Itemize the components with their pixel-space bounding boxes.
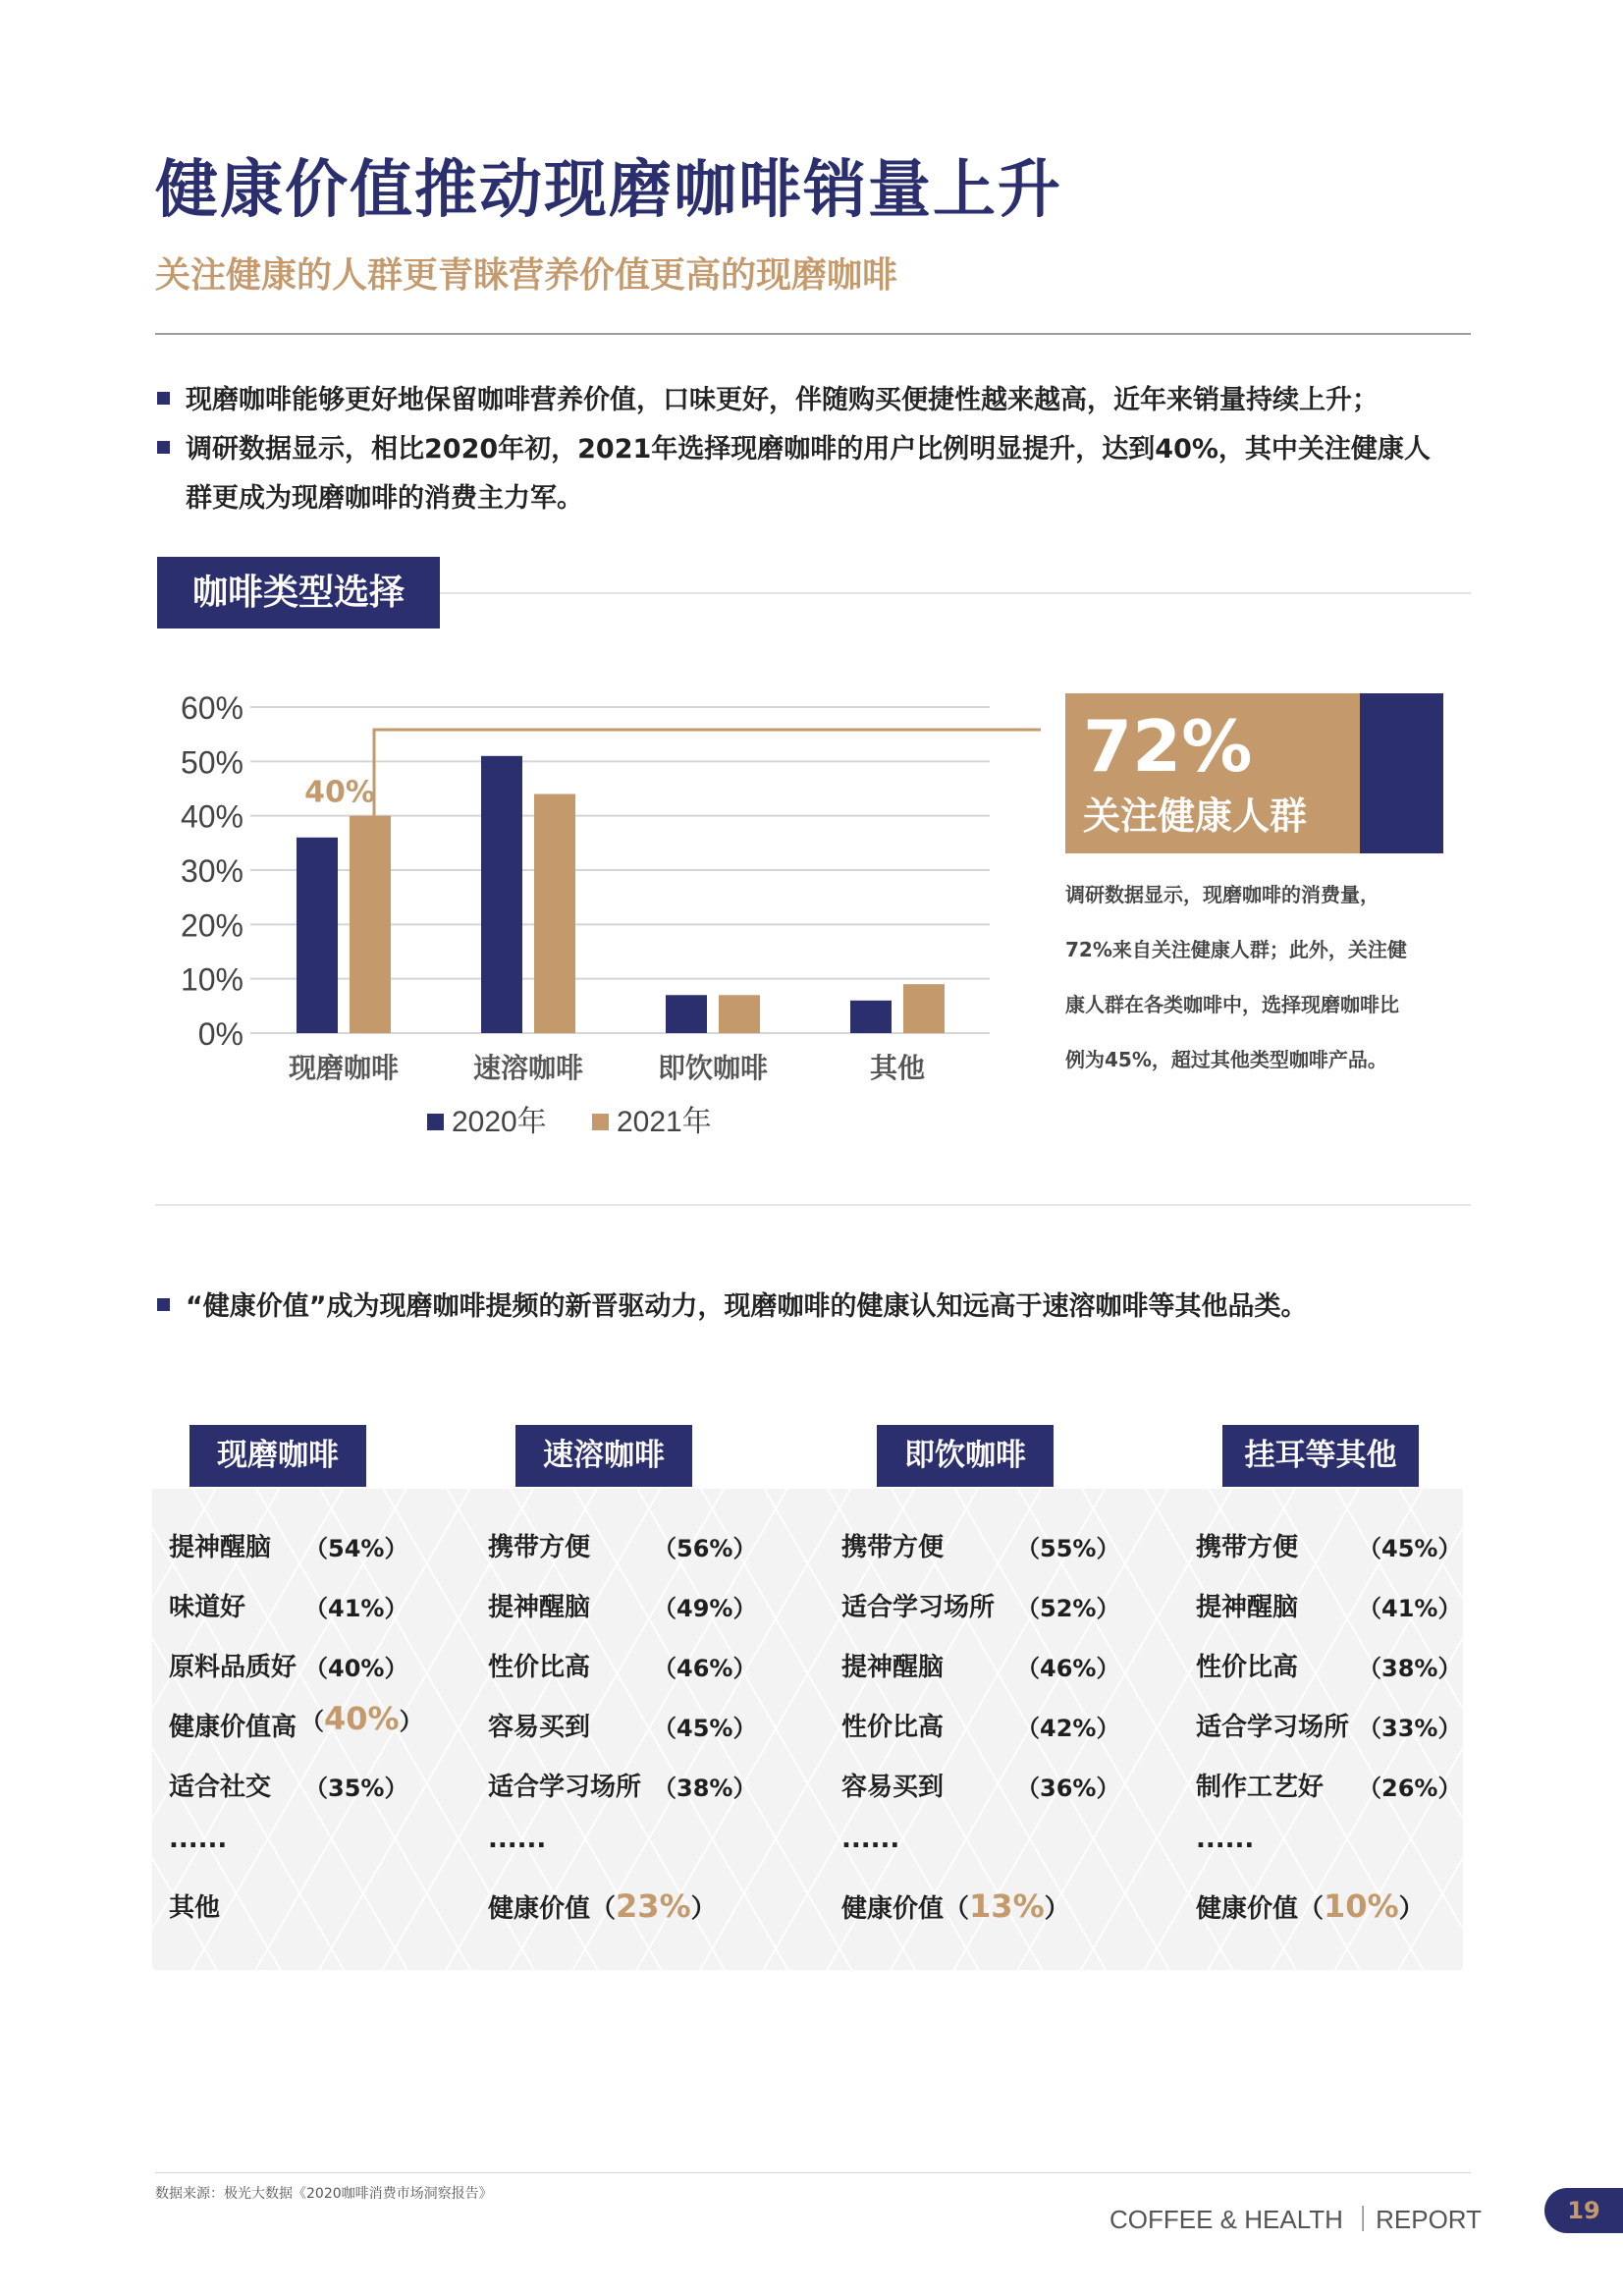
category-header: 速溶咖啡 <box>515 1425 692 1487</box>
bullet-square-icon <box>157 392 170 405</box>
callout-note-line: 康人群在各类咖啡中，选择现磨咖啡比 <box>1065 993 1399 1016</box>
reason-percentage-value: 49% <box>676 1595 733 1622</box>
x-tick-label: 速溶咖啡 <box>472 1052 584 1084</box>
reason-label: 健康价值高 <box>169 1713 298 1742</box>
bar-2020年 <box>481 756 522 1033</box>
last-reason-label: 健康价值 <box>1196 1894 1299 1924</box>
reason-percentage-value: 41% <box>328 1595 385 1622</box>
reason-percentage-value: 52% <box>1040 1595 1097 1622</box>
legend-swatch <box>427 1114 444 1130</box>
callout-label: 关注健康人群 <box>1083 794 1308 838</box>
last-reason: 健康价值（10%） <box>1196 1887 1425 1925</box>
callout-note-line: 72%来自关注健康人群；此外，关注健 <box>1065 938 1407 961</box>
reason-percentage-value: 55% <box>1040 1535 1097 1562</box>
bar-2021年 <box>719 995 760 1033</box>
reason-label: 容易买到 <box>488 1713 591 1742</box>
reason-percentage-value: 45% <box>676 1715 733 1742</box>
last-reason: 健康价值（13%） <box>841 1887 1070 1925</box>
last-reason-label: 健康价值 <box>488 1894 591 1924</box>
bar-chart <box>157 678 1041 1169</box>
bullet-1-text: 现磨咖啡能够更好地保留咖啡营养价值，口味更好，伴随购买便捷性越来越高，近年来销量持续上升； <box>186 385 1379 415</box>
reason-percentage-value: 38% <box>1381 1655 1438 1682</box>
bar-2020年 <box>666 995 707 1033</box>
bullet-2 <box>157 425 1431 474</box>
reason-label: 携带方便 <box>488 1533 591 1562</box>
callout-accent <box>1360 693 1443 853</box>
reason-label: 提神醒脑 <box>169 1533 272 1562</box>
reason-label: 提神醒脑 <box>1196 1593 1299 1622</box>
reason-percentage-value: 40% <box>324 1700 400 1737</box>
callout-percentage: 72% <box>1083 705 1253 788</box>
bullet-3 <box>157 1283 1308 1332</box>
y-tick-label: 20% <box>180 907 243 944</box>
reason-label: 味道好 <box>169 1593 246 1622</box>
reason-percentage: （38%） <box>1358 1655 1462 1682</box>
reason-percentage-value: 56% <box>676 1535 733 1562</box>
reason-percentage-value: 45% <box>1381 1535 1438 1562</box>
bar-2021年 <box>903 984 945 1033</box>
y-tick-label: 50% <box>180 744 243 781</box>
legend-swatch <box>592 1114 609 1130</box>
reason-percentage: （36%） <box>1016 1775 1120 1802</box>
bar-2021年 <box>534 794 575 1033</box>
section-tag: 咖啡类型选择 <box>157 557 440 629</box>
x-tick-label: 现磨咖啡 <box>288 1052 400 1084</box>
category-header: 现磨咖啡 <box>189 1425 366 1487</box>
last-reason-label: 其他 <box>169 1893 221 1923</box>
bar-2020年 <box>850 1001 892 1033</box>
y-tick-label: 30% <box>180 853 243 889</box>
bullet-square-icon <box>157 441 170 454</box>
ellipsis: ...... <box>169 1825 228 1854</box>
page-title: 健康价值推动现磨咖啡销量上升 <box>155 154 1062 227</box>
category-header: 挂耳等其他 <box>1222 1425 1419 1487</box>
ellipsis: ...... <box>841 1825 900 1854</box>
legend-label: 2020年 <box>452 1106 547 1138</box>
divider <box>155 1204 1471 1206</box>
divider <box>155 2172 1471 2173</box>
bullet-3-text: “健康价值”成为现磨咖啡提频的新晋驱动力，现磨咖啡的健康认知远高于速溶咖啡等其他品类。 <box>186 1291 1308 1322</box>
reason-percentage-value: 42% <box>1040 1715 1097 1742</box>
divider <box>440 592 1471 594</box>
reason-percentage-value: 54% <box>328 1535 385 1562</box>
reason-label: 制作工艺好 <box>1196 1773 1325 1802</box>
reason-percentage: （41%） <box>304 1595 408 1622</box>
y-tick-label: 60% <box>180 690 243 726</box>
reason-label: 性价比高 <box>488 1653 591 1682</box>
y-tick-label: 40% <box>180 798 243 835</box>
last-reason-label: 健康价值 <box>841 1894 945 1924</box>
reason-percentage-value: 36% <box>1040 1775 1097 1802</box>
reason-percentage: （52%） <box>1016 1595 1120 1622</box>
reason-label: 适合学习场所 <box>841 1593 996 1622</box>
legend-label: 2021年 <box>617 1106 712 1138</box>
divider <box>155 333 1471 335</box>
reason-label: 提神醒脑 <box>488 1593 591 1622</box>
y-tick-label: 0% <box>197 1016 243 1052</box>
reason-label: 适合学习场所 <box>488 1773 642 1802</box>
last-reason-percentage: 10% <box>1324 1887 1399 1925</box>
footer-brand: COFFEE & HEALTH ｜REPORT <box>1109 2205 1482 2234</box>
category-header: 即饮咖啡 <box>877 1425 1054 1487</box>
reason-percentage: （45%） <box>653 1715 757 1742</box>
reason-label: 适合学习场所 <box>1196 1713 1350 1742</box>
source-note: 数据来源：极光大数据《2020咖啡消费市场洞察报告》 <box>155 2186 493 2202</box>
reason-percentage-value: 40% <box>328 1655 385 1682</box>
reason-label: 提神醒脑 <box>841 1653 945 1682</box>
y-tick-label: 10% <box>180 961 243 998</box>
reason-label: 携带方便 <box>1196 1533 1299 1562</box>
reason-percentage: （41%） <box>1358 1595 1462 1622</box>
reason-percentage: （35%） <box>304 1775 408 1802</box>
reason-percentage-value: 46% <box>676 1655 733 1682</box>
reason-percentage: （40%） <box>304 1655 408 1682</box>
x-tick-label: 其他 <box>869 1052 926 1084</box>
reason-label: 携带方便 <box>841 1533 945 1562</box>
last-reason: 健康价值（23%） <box>488 1887 717 1925</box>
reason-percentage: （38%） <box>653 1775 757 1802</box>
leader-line <box>374 730 1041 816</box>
bar-2021年 <box>350 816 391 1033</box>
reason-label: 适合社交 <box>169 1773 272 1802</box>
reason-label: 性价比高 <box>841 1713 945 1742</box>
bar-annotation: 40% <box>304 775 375 810</box>
page-subtitle: 关注健康的人群更青睐营养价值更高的现磨咖啡 <box>155 255 898 296</box>
bullet-2-continuation: 群更成为现磨咖啡的消费主力军。 <box>186 483 583 514</box>
reason-percentage: （55%） <box>1016 1535 1120 1562</box>
bullet-2-text: 调研数据显示，相比2020年初，2021年选择现磨咖啡的用户比例明显提升，达到40%，其中关注健康人 <box>186 434 1431 465</box>
reason-label: 原料品质好 <box>169 1653 298 1682</box>
reason-percentage-value: 46% <box>1040 1655 1097 1682</box>
reason-percentage: （33%） <box>1358 1715 1462 1742</box>
reason-percentage-value: 38% <box>676 1775 733 1802</box>
bar-2020年 <box>297 838 338 1033</box>
reason-percentage-value: 33% <box>1381 1715 1438 1742</box>
reason-percentage-value: 26% <box>1381 1775 1438 1802</box>
ellipsis: ...... <box>488 1825 547 1854</box>
reason-percentage-value: 41% <box>1381 1595 1438 1622</box>
reason-percentage: （40%） <box>300 1700 423 1737</box>
bullet-square-icon <box>157 1298 170 1311</box>
callout-note-line: 调研数据显示，现磨咖啡的消费量， <box>1065 883 1380 906</box>
reason-percentage: （56%） <box>653 1535 757 1562</box>
reason-percentage: （45%） <box>1358 1535 1462 1562</box>
bullet-1 <box>157 376 1379 425</box>
reason-percentage: （46%） <box>1016 1655 1120 1682</box>
callout-note-line: 例为45%，超过其他类型咖啡产品。 <box>1065 1048 1387 1071</box>
reason-percentage: （42%） <box>1016 1715 1120 1742</box>
reason-label: 容易买到 <box>841 1773 945 1802</box>
ellipsis: ...... <box>1196 1825 1255 1854</box>
last-reason-percentage: 13% <box>969 1887 1045 1925</box>
x-tick-label: 即饮咖啡 <box>657 1052 769 1084</box>
reason-percentage: （46%） <box>653 1655 757 1682</box>
last-reason <box>169 1887 220 1924</box>
reason-percentage: （54%） <box>304 1535 408 1562</box>
page-number: 19 <box>1544 2188 1623 2233</box>
last-reason-percentage: 23% <box>616 1887 691 1925</box>
reason-percentage: （49%） <box>653 1595 757 1622</box>
reason-label: 性价比高 <box>1196 1653 1299 1682</box>
reason-percentage: （26%） <box>1358 1775 1462 1802</box>
reason-percentage-value: 35% <box>328 1775 385 1802</box>
